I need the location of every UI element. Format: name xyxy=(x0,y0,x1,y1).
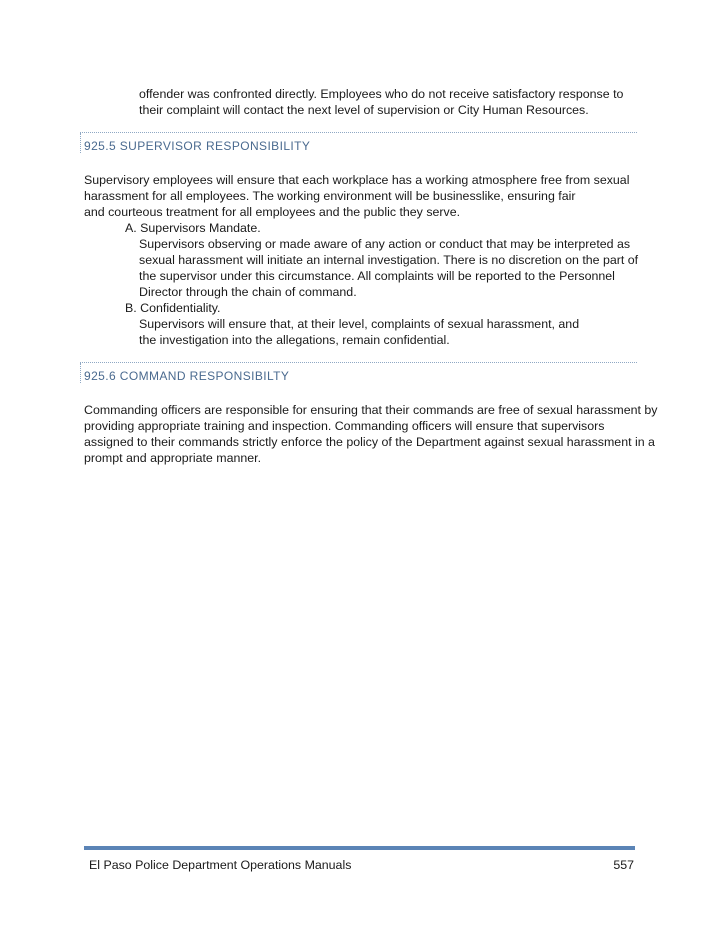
list-item-line: the investigation into the allegations, remain confidential. xyxy=(139,333,450,347)
paragraph-line: and courteous treatment for all employees and the public they serve. xyxy=(84,205,461,219)
section-divider xyxy=(80,362,637,363)
paragraph-line: Commanding officers are responsible for ensuring that their commands are free of sexual harassment by xyxy=(84,403,658,417)
paragraph-line: prompt and appropriate manner. xyxy=(84,451,262,465)
list-item-line: sexual harassment will initiate an internal investigation. There is no discretion on the part of xyxy=(139,253,639,267)
footer-title: El Paso Police Department Operations Manuals xyxy=(89,858,352,872)
section-divider-side xyxy=(80,133,81,153)
paragraph-line: Supervisory employees will ensure that each workplace has a working atmosphere free from sexual xyxy=(84,173,630,187)
section-heading-925-6: 925.6 COMMAND RESPONSIBILTY xyxy=(84,369,290,383)
footer-rule xyxy=(84,846,635,850)
paragraph-line: assigned to their commands strictly enforce the policy of the Department against sexual harassment in a xyxy=(84,435,655,449)
section-divider xyxy=(80,132,637,133)
page-number: 557 xyxy=(613,858,634,872)
list-item-line: the supervisor under this circumstance. All complaints will be reported to the Personnel xyxy=(139,269,615,283)
list-item-line: Supervisors will ensure that, at their level, complaints of sexual harassment, and xyxy=(139,317,580,331)
intro-line: offender was confronted directly. Employees who do not receive satisfactory response to xyxy=(139,87,624,101)
list-item-title-a: A. Supervisors Mandate. xyxy=(125,221,261,235)
paragraph-line: harassment for all employees. The working environment will be businesslike, ensuring fair xyxy=(84,189,576,203)
section-heading-925-5: 925.5 SUPERVISOR RESPONSIBILITY xyxy=(84,139,311,153)
intro-line: their complaint will contact the next level of supervision or City Human Resources. xyxy=(139,103,589,117)
list-item-line: Supervisors observing or made aware of any action or conduct that may be interpreted as xyxy=(139,237,631,251)
paragraph-line: providing appropriate training and inspection. Commanding officers will ensure that supervisors xyxy=(84,419,605,433)
section-divider-side xyxy=(80,363,81,383)
list-item-line: Director through the chain of command. xyxy=(139,285,357,299)
list-item-title-b: B. Confidentiality. xyxy=(125,301,221,315)
